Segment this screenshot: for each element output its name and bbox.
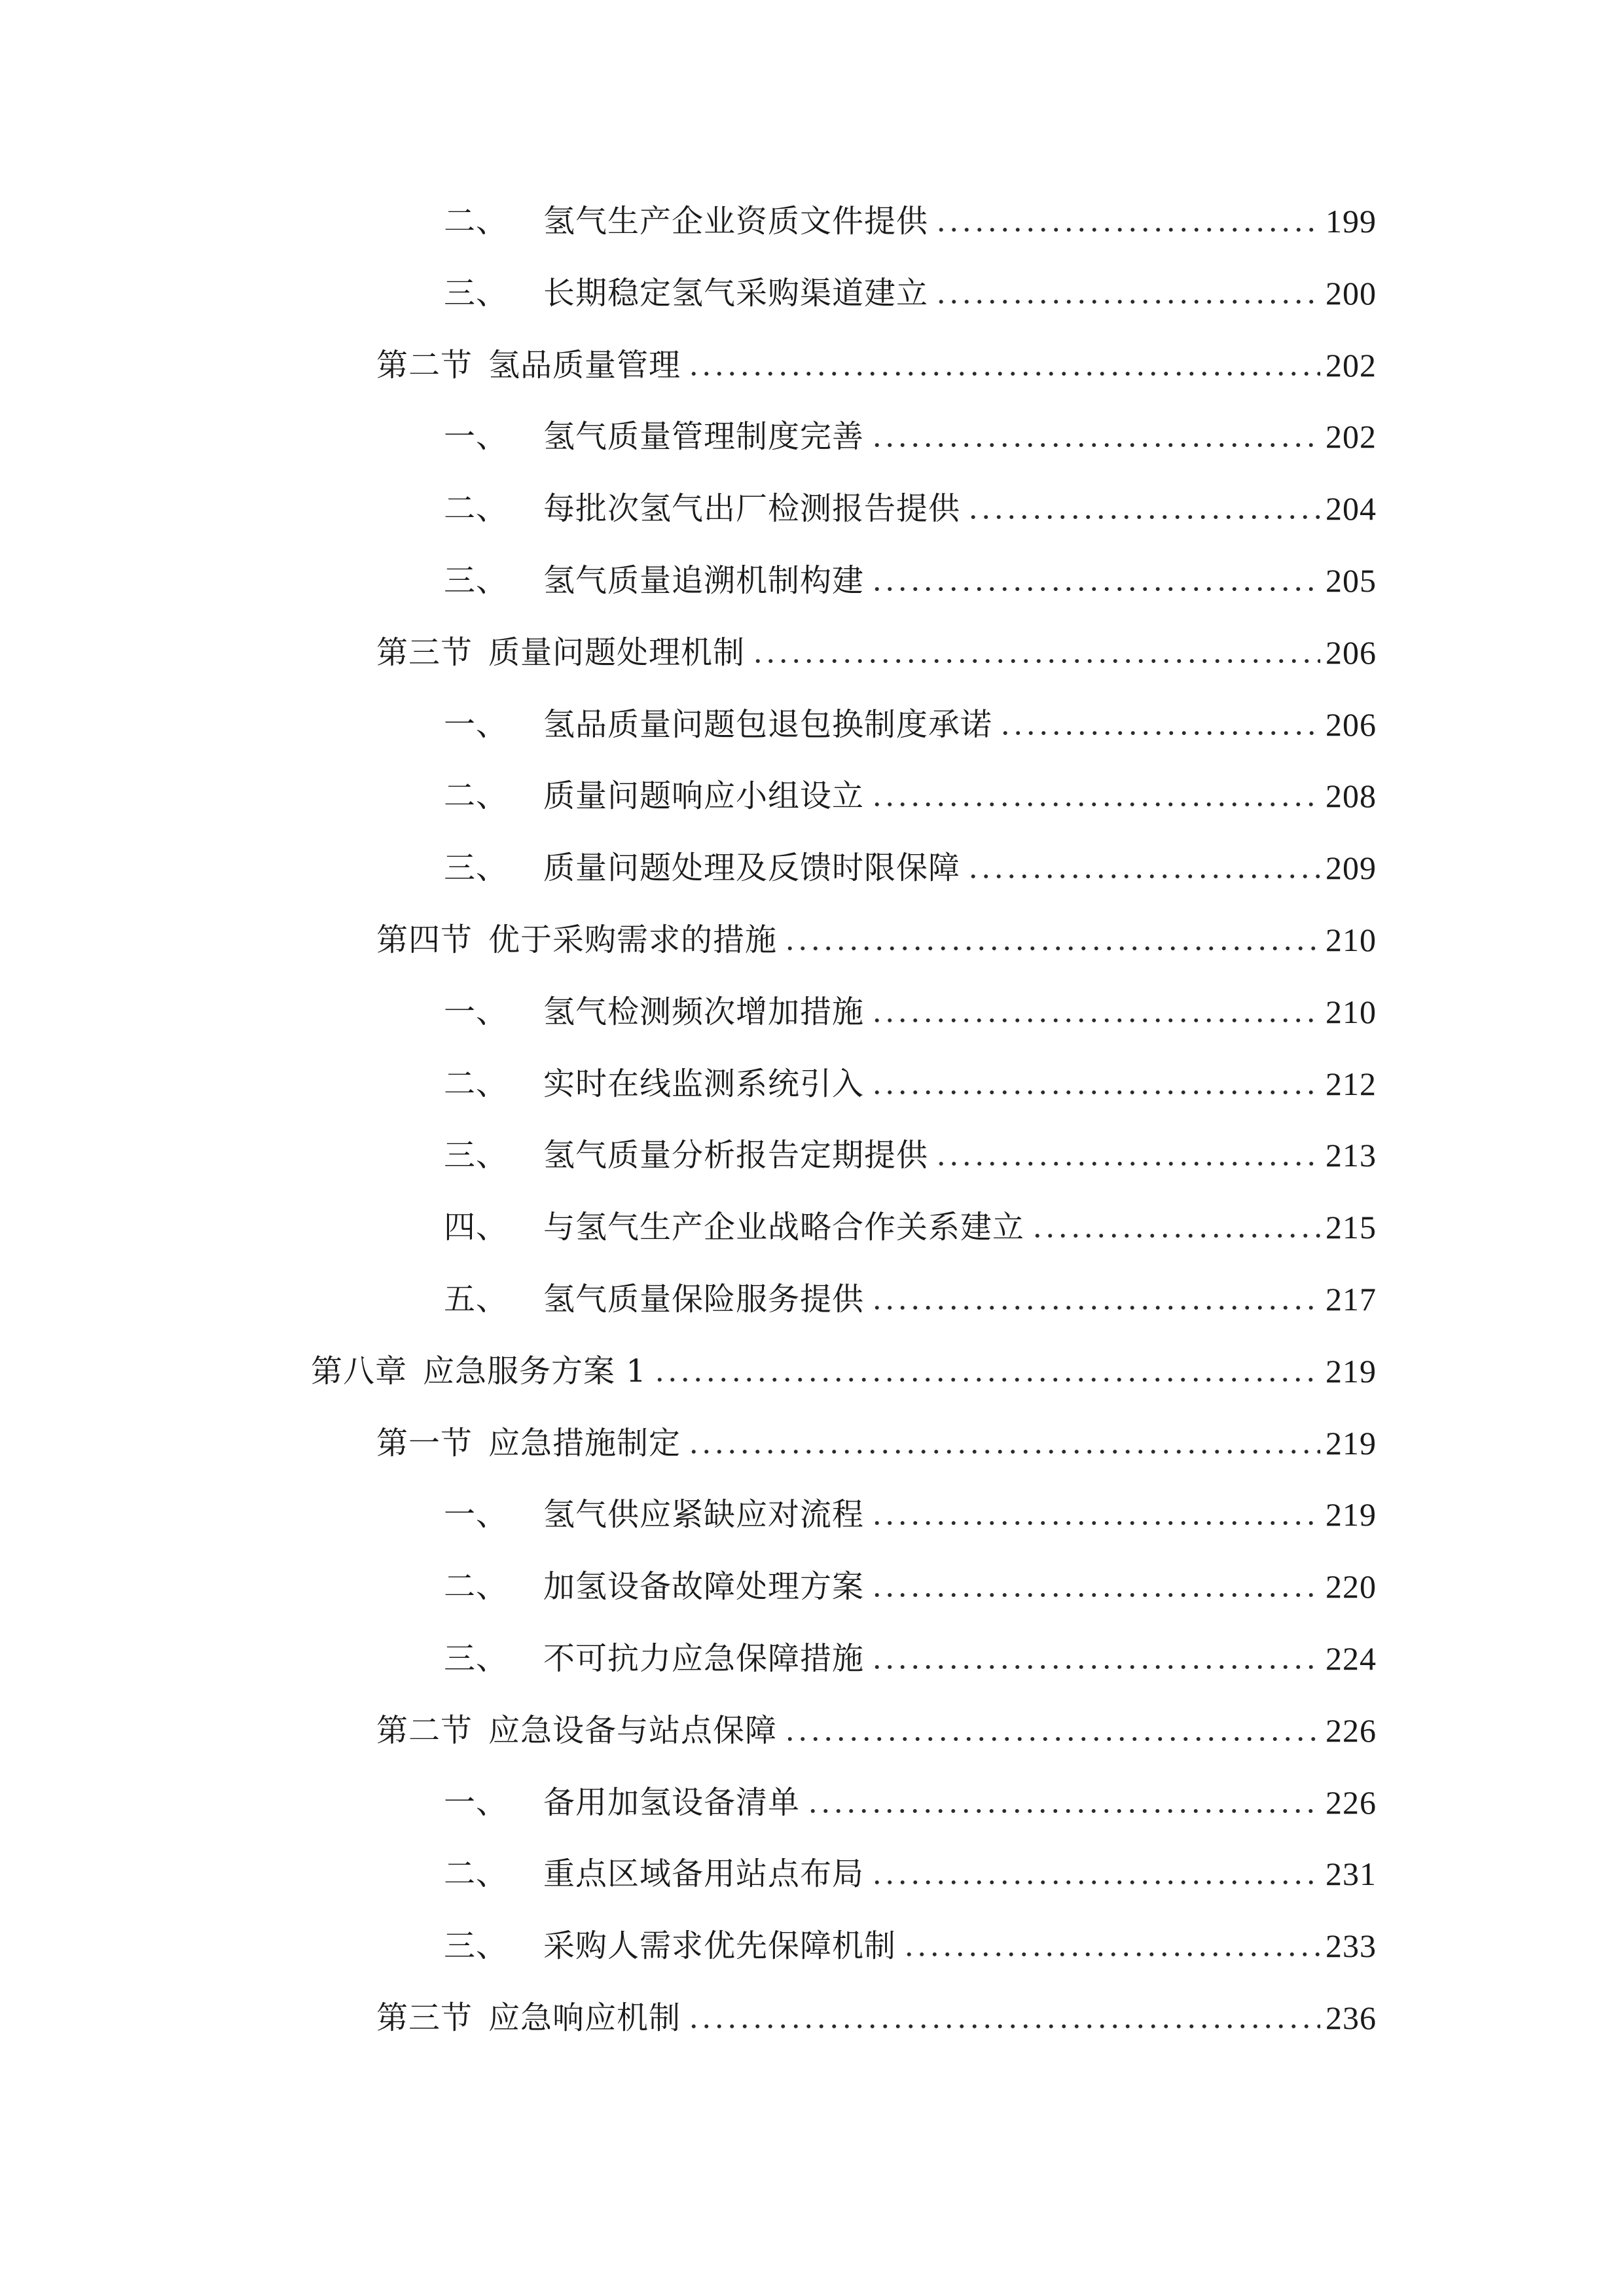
dot-leader [967,874,1320,878]
toc-entry[interactable] [444,1124,1377,1176]
toc-entry-number: 第一节 [376,1425,473,1462]
toc-entry-number: 第四节 [376,922,473,958]
dot-leader [871,1593,1320,1597]
toc-entry-label [376,632,745,673]
dot-leader [999,731,1320,735]
toc-entry-page-number: 226 [1326,1712,1377,1749]
toc-entry[interactable] [444,549,1377,601]
toc-entry[interactable] [376,908,1377,961]
toc-entry-title: 实时在线监测系统引入 [543,1066,865,1102]
dot-leader [687,372,1320,376]
toc-entry-title: 氢气供应紧缺应对流程 [543,1496,865,1533]
dot-leader [806,1809,1320,1813]
toc-entry-label [376,919,777,961]
toc-entry-page-number: 226 [1326,1784,1377,1821]
toc-entry-number: 第二节 [376,347,473,384]
toc-entry-page-number: 215 [1326,1209,1377,1246]
toc-entry-label [444,1782,800,1823]
toc-entry-label [444,847,960,889]
toc-entry-number: 二、 [444,490,509,527]
toc-entry-number: 第三节 [376,634,473,671]
toc-entry-number: 一、 [444,994,509,1030]
toc-entry-title: 长期稳定氢气采购渠道建立 [543,275,929,312]
toc-entry-page-number: 236 [1326,2000,1377,2036]
dot-leader [871,1665,1320,1669]
toc-entry[interactable] [444,980,1377,1033]
toc-entry-title: 氢气质量分析报告定期提供 [543,1137,929,1174]
toc-entry-title: 氢气生产企业资质文件提供 [543,203,929,240]
toc-entry[interactable] [444,1842,1377,1895]
toc-entry-label [376,1710,777,1751]
toc-entry-title: 每批次氢气出厂检测报告提供 [543,490,961,527]
toc-entry[interactable] [376,621,1377,673]
toc-entry-title: 氢气质量追溯机制构建 [543,562,865,599]
toc-entry-number: 四、 [444,1209,509,1246]
toc-entry-label [444,775,864,817]
toc-entry[interactable] [444,477,1377,529]
toc-entry-label [444,1638,864,1679]
toc-entry-page-number: 204 [1326,490,1377,527]
toc-entry-label [444,1853,864,1895]
toc-entry-title: 重点区域备用站点布局 [543,1856,865,1892]
toc-entry[interactable] [444,1555,1377,1607]
toc-entry-number: 第八章 [311,1353,408,1390]
toc-entry-page-number: 199 [1326,203,1377,240]
toc-entry-title: 氢气质量保险服务提供 [543,1281,865,1318]
dot-leader [903,1952,1320,1956]
dot-leader [871,1306,1320,1310]
dot-leader [871,1521,1320,1525]
toc-entry-number: 第二节 [376,1712,473,1749]
toc-entry-number: 二、 [444,1856,509,1892]
toc-entry[interactable] [376,1699,1377,1751]
toc-entry-number: 二、 [444,1066,509,1102]
toc-entry-page-number: 219 [1326,1496,1377,1533]
toc-entry-label [444,1925,896,1967]
toc-entry-page-number: 233 [1326,1928,1377,1964]
toc-entry-title: 应急响应机制 [488,2000,681,2036]
toc-entry-number: 第三节 [376,2000,473,2036]
toc-entry-number: 三、 [444,275,509,312]
toc-entry-page-number: 224 [1326,1640,1377,1677]
toc-entry-number: 二、 [444,1568,509,1605]
toc-entry-number: 一、 [444,418,509,455]
toc-entry-page-number: 213 [1326,1137,1377,1174]
dot-leader [935,300,1320,304]
toc-entry[interactable] [444,262,1377,314]
toc-entry-label [444,991,864,1033]
toc-entry-label [444,272,928,314]
toc-entry-title: 加氢设备故障处理方案 [543,1568,865,1605]
toc-entry-number: 一、 [444,706,509,743]
toc-entry-page-number: 205 [1326,562,1377,599]
toc-entry-title: 氢气检测频次增加措施 [543,994,865,1030]
dot-leader [653,1378,1320,1382]
toc-entry-page-number: 202 [1326,418,1377,455]
dot-leader [935,228,1320,232]
dot-leader [784,1737,1320,1741]
dot-leader [687,2024,1320,2028]
dot-leader [1031,1234,1320,1238]
toc-entry-title: 应急措施制定 [488,1425,681,1462]
dot-leader [687,1450,1320,1454]
toc-entry-number: 三、 [444,1928,509,1964]
toc-entry[interactable] [444,1052,1377,1105]
toc-entry-title: 应急服务方案 1 [423,1353,647,1390]
toc-entry[interactable] [444,693,1377,745]
toc-entry-page-number: 219 [1326,1425,1377,1462]
dot-leader [871,1090,1320,1094]
dot-leader [751,659,1320,663]
toc-entry-label [444,1134,928,1176]
toc-entry-number: 五、 [444,1281,509,1318]
toc-entry[interactable] [444,1196,1377,1248]
toc-entry-page-number: 219 [1326,1353,1377,1390]
toc-entry-label [444,1206,1024,1248]
toc-entry-label [376,1997,681,2039]
toc-entry[interactable] [444,1268,1377,1320]
dot-leader [871,443,1320,447]
toc-entry-number: 三、 [444,1640,509,1677]
toc-entry-number: 三、 [444,850,509,886]
toc-entry-label [444,1063,864,1105]
toc-entry-title: 氢品质量问题包退包换制度承诺 [543,706,993,743]
toc-entry-number: 二、 [444,203,509,240]
toc-entry-number: 三、 [444,562,509,599]
toc-entry-number: 一、 [444,1496,509,1533]
dot-leader [935,1162,1320,1166]
dot-leader [967,515,1320,519]
toc-entry-title: 质量问题处理及反馈时限保障 [543,850,961,886]
toc-entry-label [444,704,992,745]
toc-entry-label [376,344,681,386]
toc-entry-label [444,560,864,601]
toc-entry-page-number: 209 [1326,850,1377,886]
toc-entry-label [444,200,928,242]
toc-entry-page-number: 231 [1326,1856,1377,1892]
toc-entry-page-number: 202 [1326,347,1377,384]
toc-entry-page-number: 206 [1326,634,1377,671]
toc-entry-number: 二、 [444,778,509,814]
toc-entry-title: 氢品质量管理 [488,347,681,384]
toc-entry-number: 三、 [444,1137,509,1174]
toc-entry[interactable] [444,1914,1377,1967]
dot-leader [784,946,1320,950]
toc-entry-label [444,1566,864,1607]
toc-entry-page-number: 200 [1326,275,1377,312]
toc-entry-title: 优于采购需求的措施 [488,922,778,958]
toc-entry[interactable] [311,1340,1377,1392]
toc-entry[interactable] [444,405,1377,457]
toc-entry-page-number: 220 [1326,1568,1377,1605]
toc-entry[interactable] [376,1412,1377,1464]
toc-entry-page-number: 217 [1326,1281,1377,1318]
toc-entry[interactable] [444,190,1377,242]
toc-entry-number: 一、 [444,1784,509,1821]
dot-leader [871,587,1320,591]
toc-entry[interactable] [376,1986,1377,2039]
dot-leader [871,1018,1320,1022]
toc-entry-page-number: 210 [1326,922,1377,958]
toc-entry-page-number: 210 [1326,994,1377,1030]
toc-entry-title: 质量问题处理机制 [488,634,746,671]
toc-entry-label [376,1422,681,1464]
toc-entry[interactable] [444,836,1377,889]
toc-entry-title: 质量问题响应小组设立 [543,778,865,814]
toc-entry-title: 氢气质量管理制度完善 [543,418,865,455]
toc-entry[interactable] [444,764,1377,817]
toc-entry-title: 备用加氢设备清单 [543,1784,801,1821]
toc-entry-label [444,1494,864,1535]
toc-entry-title: 采购人需求优先保障机制 [543,1928,897,1964]
toc-entry[interactable] [444,1627,1377,1679]
dot-leader [871,802,1320,806]
toc-entry-title: 不可抗力应急保障措施 [543,1640,865,1677]
toc-entry-label [444,488,960,529]
toc-entry-page-number: 212 [1326,1066,1377,1102]
toc-entry-label [444,416,864,457]
toc-entry-page-number: 208 [1326,778,1377,814]
toc-entry-title: 应急设备与站点保障 [488,1712,778,1749]
toc-entry[interactable] [376,334,1377,386]
toc-entry-label [311,1350,647,1392]
toc-entry-title: 与氢气生产企业战略合作关系建立 [543,1209,1025,1246]
toc-entry[interactable] [444,1483,1377,1535]
dot-leader [871,1880,1320,1884]
toc-entry[interactable] [444,1771,1377,1823]
toc-entry-label [444,1278,864,1320]
toc-entry-page-number: 206 [1326,706,1377,743]
